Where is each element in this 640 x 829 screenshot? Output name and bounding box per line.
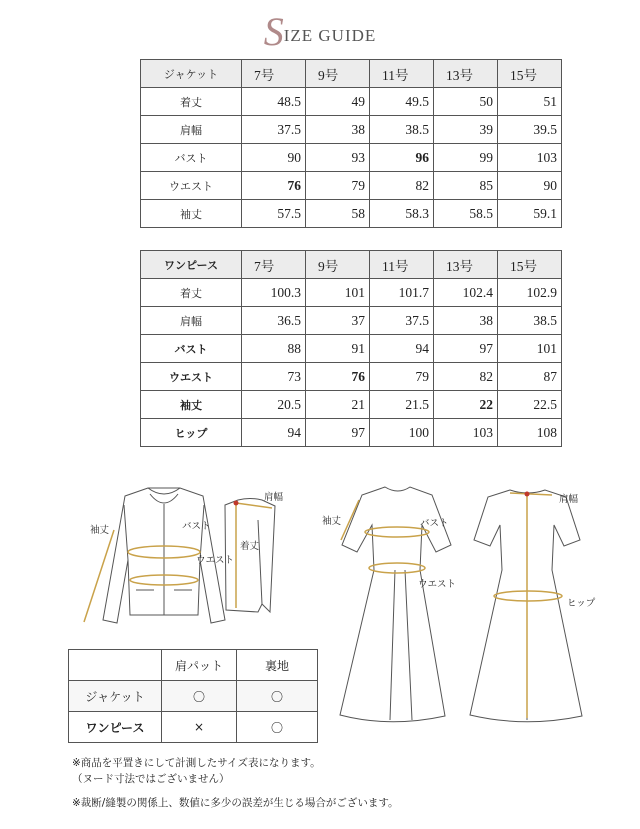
cell: 79: [370, 363, 434, 391]
row-label: バスト: [141, 144, 242, 172]
cell: 49.5: [370, 88, 434, 116]
cell: 〇: [162, 681, 237, 712]
table-row: [69, 712, 318, 743]
cell: 94: [242, 419, 306, 447]
row-label: バスト: [141, 335, 242, 363]
lining-header: 裏地: [237, 650, 318, 681]
row-label: ジャケット: [69, 681, 162, 712]
note-line-2: （ヌード寸法ではございません）: [72, 773, 230, 785]
note-line-1: ※商品を平置きにして計測したサイズ表になります。: [72, 757, 321, 769]
cell: 38.5: [370, 116, 434, 144]
jacket-sleeve-label: 袖丈: [90, 525, 110, 536]
cell: 38: [306, 116, 370, 144]
dress-hip-label: ヒップ: [567, 598, 596, 609]
cell: 93: [306, 144, 370, 172]
size-11: 11号: [370, 60, 434, 88]
cell: ×: [162, 712, 237, 743]
cell: 108: [498, 419, 562, 447]
cell: 51: [498, 88, 562, 116]
cell: 97: [434, 335, 498, 363]
note-line-3: ※裁断/縫製の関係上、数値に多少の誤差が生じる場合がございます。: [72, 797, 399, 809]
cell: 39: [434, 116, 498, 144]
row-label: 着丈: [141, 279, 242, 307]
cell: 76: [242, 172, 306, 200]
row-label: 着丈: [141, 88, 242, 116]
row-label: ヒップ: [141, 419, 242, 447]
cell: 37.5: [242, 116, 306, 144]
cell: 103: [498, 144, 562, 172]
cell: 37: [306, 307, 370, 335]
jacket-shoulder-label: 肩幅: [264, 492, 284, 503]
cell: 101.7: [370, 279, 434, 307]
row-label: 袖丈: [141, 391, 242, 419]
cell: 21.5: [370, 391, 434, 419]
cell: 76: [306, 363, 370, 391]
cell: 59.1: [498, 200, 562, 228]
dress-waist-label: ウエスト: [418, 579, 457, 590]
cell: 82: [434, 363, 498, 391]
cell: 79: [306, 172, 370, 200]
title-initial: S: [263, 9, 284, 54]
cell: 22: [434, 391, 498, 419]
options-table: [68, 649, 318, 743]
cell: 102.9: [498, 279, 562, 307]
row-label: 肩幅: [141, 116, 242, 144]
cell: 90: [498, 172, 562, 200]
size-9: 9号: [306, 60, 370, 88]
cell: 21: [306, 391, 370, 419]
cell: 97: [306, 419, 370, 447]
cell: 49: [306, 88, 370, 116]
dress-header-label: ワンピース: [141, 251, 242, 279]
cell: 88: [242, 335, 306, 363]
cell: 38: [434, 307, 498, 335]
table-row: [69, 681, 318, 712]
row-label: 肩幅: [141, 307, 242, 335]
options-header-row: [69, 650, 318, 681]
cell: 73: [242, 363, 306, 391]
cell: 48.5: [242, 88, 306, 116]
cell: 58: [306, 200, 370, 228]
dress-bust-label: バスト: [420, 518, 449, 529]
cell: 58.5: [434, 200, 498, 228]
cell: 99: [434, 144, 498, 172]
cell: 58.3: [370, 200, 434, 228]
cell: 100: [370, 419, 434, 447]
size-15: 15号: [498, 60, 562, 88]
cell: 22.5: [498, 391, 562, 419]
cell: 101: [306, 279, 370, 307]
jacket-header-label: ジャケット: [141, 60, 242, 88]
row-label: ワンピース: [69, 712, 162, 743]
size-7: 7号: [242, 251, 306, 279]
jacket-bust-label: バスト: [182, 521, 211, 532]
size-15: 15号: [498, 251, 562, 279]
size-13: 13号: [434, 60, 498, 88]
cell: 〇: [237, 712, 318, 743]
row-label: 袖丈: [141, 200, 242, 228]
cell: 103: [434, 419, 498, 447]
size-7: 7号: [242, 60, 306, 88]
cell: 37.5: [370, 307, 434, 335]
cell: 102.4: [434, 279, 498, 307]
dress-back-illustration: [470, 490, 582, 722]
jacket-length-label: 着丈: [240, 541, 260, 552]
size-13: 13号: [434, 251, 498, 279]
cell: 38.5: [498, 307, 562, 335]
shoulder-pad-header: 肩パット: [162, 650, 237, 681]
dress-shoulder-label: 肩幅: [559, 494, 579, 505]
row-label: ウエスト: [141, 172, 242, 200]
cell: 87: [498, 363, 562, 391]
cell: 100.3: [242, 279, 306, 307]
cell: 82: [370, 172, 434, 200]
dress-sleeve-label: 袖丈: [322, 516, 342, 527]
cell: 39.5: [498, 116, 562, 144]
cell: 91: [306, 335, 370, 363]
cell: 20.5: [242, 391, 306, 419]
cell: 57.5: [242, 200, 306, 228]
title-rest: IZE GUIDE: [283, 26, 377, 45]
cell: 36.5: [242, 307, 306, 335]
size-11: 11号: [370, 251, 434, 279]
row-label: ウエスト: [141, 363, 242, 391]
cell: 101: [498, 335, 562, 363]
cell: 50: [434, 88, 498, 116]
size-9: 9号: [306, 251, 370, 279]
cell: 90: [242, 144, 306, 172]
options-corner: [69, 650, 162, 681]
cell: 96: [370, 144, 434, 172]
cell: 85: [434, 172, 498, 200]
cell: 94: [370, 335, 434, 363]
cell: 〇: [237, 681, 318, 712]
jacket-waist-label: ウエスト: [196, 555, 235, 566]
